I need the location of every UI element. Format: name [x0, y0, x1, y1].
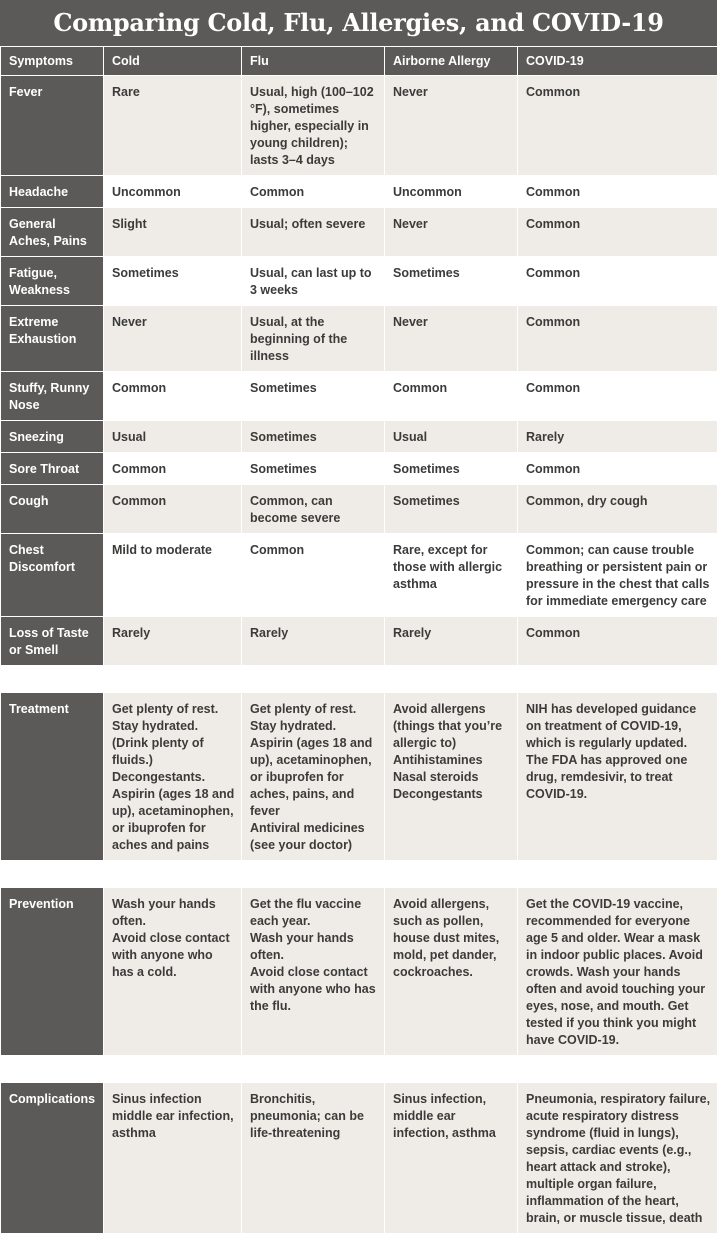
complications-flu-cell: Bronchitis, pneumonia; can be life-threatening — [242, 1083, 385, 1234]
treatment-label: Treatment — [1, 693, 104, 861]
flu-cell: Rarely — [242, 617, 385, 666]
treatment-flu-line: Get plenty of rest. — [250, 702, 357, 716]
treatment-cold-line: Decongestants. — [112, 770, 206, 784]
prevention-covid-cell: Get the COVID-19 vaccine, recommended for everyone age 5 and older. Wear a mask in indoor public places. Avoid crowds. Wash your hands often and avoid touching your eyes, nose, and mouth. Get tested if you think you might have COVID-19. — [518, 888, 718, 1056]
prevention-cold-line: Avoid close contact with anyone who has a cold. — [112, 931, 230, 979]
page-title: Comparing Cold, Flu, Allergies, and COVID-19 — [0, 0, 717, 46]
covid-cell: Common — [518, 76, 718, 176]
cold-cell: Slight — [104, 208, 242, 257]
covid-cell: Common — [518, 372, 718, 421]
prevention-cold-line: Wash your hands often. — [112, 897, 216, 928]
treatment-allergy-line: Nasal steroids — [393, 770, 479, 784]
covid-cell: Common — [518, 176, 718, 208]
complications-allergy-cell: Sinus infection, middle ear infection, asthma — [385, 1083, 518, 1234]
treatment-cold-line: Aspirin (ages 18 and up), acetaminophen, or ibuprofen for aches and pains — [112, 787, 235, 852]
prevention-allergy-cell: Avoid allergens, such as pollen, house dust mites, mold, pet dander, cockroaches. — [385, 888, 518, 1056]
treatment-cold-line: Get plenty of rest. — [112, 702, 219, 716]
treatment-flu-line: Antiviral medicines (see your doctor) — [250, 821, 365, 852]
treatment-flu-line: Stay hydrated. — [250, 719, 337, 733]
treatment-allergy-line: Decongestants — [393, 787, 483, 801]
symptom-label: Loss of Taste or Smell — [1, 617, 104, 666]
allergy-cell: Sometimes — [385, 485, 518, 534]
treatment-cold-cell — [104, 693, 242, 861]
allergy-cell: Usual — [385, 421, 518, 453]
covid-cell: Common — [518, 453, 718, 485]
cold-cell: Common — [104, 485, 242, 534]
header-row — [1, 47, 718, 76]
cold-cell: Mild to moderate — [104, 534, 242, 617]
cold-cell: Never — [104, 306, 242, 372]
symptom-label: Stuffy, Runny Nose — [1, 372, 104, 421]
cold-cell: Rare — [104, 76, 242, 176]
symptom-label: Sneezing — [1, 421, 104, 453]
prevention-flu-cell — [242, 888, 385, 1056]
flu-cell: Common — [242, 176, 385, 208]
complications-table — [0, 1082, 718, 1234]
prevention-table — [0, 887, 718, 1056]
treatment-flu-line: Aspirin (ages 18 and up), acetaminophen, or ibuprofen for aches, pains, and fever — [250, 736, 373, 818]
prevention-row — [1, 888, 718, 1056]
cold-cell: Uncommon — [104, 176, 242, 208]
cold-cell: Rarely — [104, 617, 242, 666]
symptom-label: Extreme Exhaustion — [1, 306, 104, 372]
header-symptoms: Symptoms — [1, 47, 104, 76]
symptom-row — [1, 372, 718, 421]
symptom-row — [1, 453, 718, 485]
complications-row — [1, 1083, 718, 1234]
allergy-cell: Rare, except for those with allergic asthma — [385, 534, 518, 617]
treatment-cold-line: Stay hydrated. (Drink plenty of fluids.) — [112, 719, 204, 767]
treatment-flu-cell — [242, 693, 385, 861]
allergy-cell: Sometimes — [385, 257, 518, 306]
treatment-table — [0, 692, 718, 861]
symptom-label: Chest Discomfort — [1, 534, 104, 617]
covid-cell: Common — [518, 306, 718, 372]
prevention-label: Prevention — [1, 888, 104, 1056]
flu-cell: Usual, at the beginning of the illness — [242, 306, 385, 372]
flu-cell: Sometimes — [242, 421, 385, 453]
symptom-row — [1, 617, 718, 666]
header-cold: Cold — [104, 47, 242, 76]
cold-cell: Common — [104, 372, 242, 421]
symptom-row — [1, 76, 718, 176]
covid-cell: Common — [518, 208, 718, 257]
treatment-allergy-line: Antihistamines — [393, 753, 483, 767]
symptom-row — [1, 421, 718, 453]
covid-cell: Common; can cause trouble breathing or persistent pain or pressure in the chest that calls for immediate emergency care — [518, 534, 718, 617]
allergy-cell: Rarely — [385, 617, 518, 666]
covid-cell: Common — [518, 257, 718, 306]
prevention-flu-line: Get the flu vaccine each year. — [250, 897, 362, 928]
symptom-row — [1, 208, 718, 257]
complications-cold-cell: Sinus infection middle ear infection, asthma — [104, 1083, 242, 1234]
flu-cell: Sometimes — [242, 453, 385, 485]
cold-cell: Common — [104, 453, 242, 485]
section-divider — [0, 861, 717, 887]
allergy-cell: Common — [385, 372, 518, 421]
complications-covid-cell: Pneumonia, respiratory failure, acute respiratory distress syndrome (fluid in lungs), sepsis, cardiac events (e.g., heart attack and stroke), multiple organ failure, inflammation of the heart, brain, or muscle tissue, death — [518, 1083, 718, 1234]
flu-cell: Sometimes — [242, 372, 385, 421]
header-covid-19: COVID-19 — [518, 47, 718, 76]
flu-cell: Common — [242, 534, 385, 617]
covid-cell: Rarely — [518, 421, 718, 453]
header-flu: Flu — [242, 47, 385, 76]
symptom-row — [1, 485, 718, 534]
flu-cell: Usual, can last up to 3 weeks — [242, 257, 385, 306]
allergy-cell: Never — [385, 76, 518, 176]
symptom-row — [1, 257, 718, 306]
cold-cell: Sometimes — [104, 257, 242, 306]
flu-cell: Common, can become severe — [242, 485, 385, 534]
covid-cell: Common — [518, 617, 718, 666]
header-airborne-allergy: Airborne Allergy — [385, 47, 518, 76]
cold-cell: Usual — [104, 421, 242, 453]
allergy-cell: Never — [385, 306, 518, 372]
symptom-label: Headache — [1, 176, 104, 208]
prevention-flu-line: Wash your hands often. — [250, 931, 354, 962]
flu-cell: Usual; often severe — [242, 208, 385, 257]
symptom-label: Fatigue, Weakness — [1, 257, 104, 306]
section-divider — [0, 666, 717, 692]
flu-cell: Usual, high (100–102 °F), sometimes higher, especially in young children); lasts 3–4 days — [242, 76, 385, 176]
symptom-row — [1, 176, 718, 208]
prevention-flu-line: Avoid close contact with anyone who has the flu. — [250, 965, 376, 1013]
treatment-covid-cell: NIH has developed guidance on treatment of COVID-19, which is regularly updated. The FDA has approved one drug, remdesivir, to treat COVID-19. — [518, 693, 718, 861]
covid-cell: Common, dry cough — [518, 485, 718, 534]
allergy-cell: Sometimes — [385, 453, 518, 485]
symptom-label: Cough — [1, 485, 104, 534]
treatment-allergy-line: Avoid allergens (things that you’re allergic to) — [393, 702, 503, 750]
symptom-row — [1, 306, 718, 372]
treatment-row — [1, 693, 718, 861]
symptom-label: General Aches, Pains — [1, 208, 104, 257]
symptom-label: Fever — [1, 76, 104, 176]
allergy-cell: Never — [385, 208, 518, 257]
symptom-label: Sore Throat — [1, 453, 104, 485]
symptom-row — [1, 534, 718, 617]
symptoms-table — [0, 46, 718, 666]
treatment-allergy-cell — [385, 693, 518, 861]
prevention-cold-cell — [104, 888, 242, 1056]
section-divider — [0, 1056, 717, 1082]
allergy-cell: Uncommon — [385, 176, 518, 208]
complications-label: Complications — [1, 1083, 104, 1234]
